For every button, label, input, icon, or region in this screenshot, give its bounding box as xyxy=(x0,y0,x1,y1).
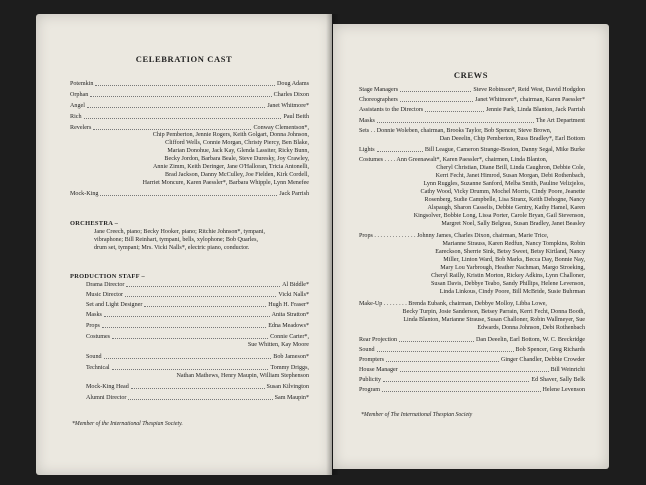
crew-row: Sound Bob Spencer, Greg Richards xyxy=(359,347,585,353)
makeup-line: Becky Turpin, Josie Sanderson, Betsey Parrain, Kerri Fecht, Donna Booth, xyxy=(402,309,585,315)
revelers-line: Clifford Wells, Connie Morgan, Christy Piercy, Ben Blake, xyxy=(165,140,309,146)
costumes-crew-line: Cheryl Christian, Diane Brill, Linda Caughron, Debbie Cole, xyxy=(436,165,585,171)
crews-title: CREWS xyxy=(453,70,489,80)
sets-line: Dan Deeelin, Chip Pemberton, Russ Bradley*, Earl Bottom xyxy=(439,136,585,142)
costumes-crew-line: Alspaugh, Sharon Casselis, Debbie Gentry, Kathy Hamel, Karen xyxy=(427,205,585,211)
crew-row: Program Helene Levenson xyxy=(359,387,585,393)
makeup-line: Make-Up . . . . . . . . Brenda Eubank, chairman, Debbye Molloy, Libba Lowe, xyxy=(359,301,547,307)
technical-staff-line: Nathan Mathews, Henry Maupin, William Stephenson xyxy=(176,373,309,379)
revelers-line: Becky Jordon, Barbara Beale, Steve Duresky, Joy Crawley, xyxy=(164,156,309,162)
costumes-crew-line: Lynn Ruggles, Suzanne Sanford, Melba Smith, Pauline Velizjelos, xyxy=(423,181,585,187)
cast-row: Revelers Conway Clementson*, xyxy=(70,125,309,131)
crew-row-lights: Lights Bill League, Cameron Strange-Boston, Danny Segal, Mike Burke xyxy=(359,147,585,153)
staff-row: Set and Light Designer Hugh H. Fraser* xyxy=(86,302,309,308)
props-line: Cheryl Railly, Kristin Morton, Rickey Adkins, Lynn Challoner, xyxy=(431,273,585,279)
cast-row-mock-king: Mock-King Jack Parrish xyxy=(70,191,309,197)
sets-line: Sets . . Donnie Woleben, chairman, Brooks Taylor, Bob Spencer, Steve Brown, xyxy=(359,128,552,134)
costumes-crew-line: Cathy Wood, Vicky Drumm, Mochel Morris, Cindy Poore, Jeanette xyxy=(420,189,585,195)
revelers-line: Chip Pemberton, Jennie Rogers, Keith Golgart, Donna Johnson, xyxy=(152,132,309,138)
costumes-crew-line: Kerri Fecht, Janet Himrod, Susan Morgan, Debi Rothenbach, xyxy=(435,173,585,179)
revelers-line: Annie Zimm, Keith Deringer, Jane O'Halloran, Tricia Antonelli, xyxy=(152,164,309,170)
crew-row: Rear Projection Dan Deeelin, Earl Bottom, W. C. Breckridge xyxy=(359,337,585,343)
orchestra-line: vibraphone; Bill Reinhart, tympani, bells, xylophone; Bob Quarles, xyxy=(94,237,258,243)
props-line: Linda Linkous, Cindy Poore, Bill McBride, Susie Buhrman xyxy=(439,289,585,295)
props-line: Props . . . . . . . . . . . . . . Johnny James, Charles Dixon, chairman, Marie Trice, xyxy=(359,233,549,239)
crew-row: House Manager Bill Weinrichi xyxy=(359,367,585,373)
costumes-crew-line: Margret Noel, Sally Belgrau, Susan Bradley, Janet Beasley xyxy=(441,221,585,227)
costumes-staff-line: Sue Whitten, Kay Moore xyxy=(247,342,309,348)
orchestra-line: Jane Creech, piano; Becky Hooker, piano; Ritchie Johnson*, tympani, xyxy=(94,229,266,235)
orchestra-heading: ORCHESTRA – xyxy=(70,220,119,227)
staff-row: Drama Director Al Biddle* xyxy=(86,282,309,288)
props-line: Susan Davis, Debbye Teabo, Sandy Phillips, Helene Levenson, xyxy=(431,281,585,287)
right-footnote: *Member of The International Thespian Society xyxy=(361,412,473,418)
crew-row: Assistants to the Directors Jennie Park, Linda Blanton, Jack Parrish xyxy=(359,107,585,113)
left-page xyxy=(36,14,332,475)
cast-row: Potemkin Doug Adams xyxy=(70,81,309,87)
costumes-crew-line: Kingsolver, Bobbie Long, Lissa Porter, Carole Bryan, Gail Stevenson, xyxy=(413,213,585,219)
cast-title: CELEBRATION CAST xyxy=(135,54,233,64)
revelers-line: Brad Jackson, Danny McCulley, Joe Fielden, Kirk Cordell, xyxy=(165,172,309,178)
staff-row-technical: Technical Tommy Driggs, xyxy=(86,365,309,371)
staff-row-sound: Sound Bob Jameson* xyxy=(86,354,309,360)
orchestra-line: drum set, tympani; Mrs. Vicki Nalls*, electric piano, conductor. xyxy=(94,245,250,251)
props-line: Marianne Strauss, Karen Redfun, Nancy Tompkins, Robin xyxy=(442,241,585,247)
crew-row: Stage Managers Steve Robinson*, Reid West, David Hodgdon xyxy=(359,87,585,93)
left-footnote: *Member of the International Thespian Society. xyxy=(72,421,183,427)
props-line: Eareckson, Sherrie Sink, Betsy Sweet, Betsy Kirtland, Nancy xyxy=(435,249,585,255)
staff-row: Music Director Vicki Nalls* xyxy=(86,292,309,298)
staff-row: Alumni Director Sam Maupin* xyxy=(86,395,309,401)
revelers-line: Harriet Moncure, Karen Paessler*, Barbara Whipple, Lynn Menefee xyxy=(142,180,309,186)
cast-row: Rich Paul Beith xyxy=(70,114,309,120)
makeup-line: Edwards, Donna Johnson, Debi Rothenbach xyxy=(477,325,585,331)
costumes-crew-line: Rosenberg, Sudie Campbelle, Lisa Stranz, Keith Dehogne, Nancy xyxy=(424,197,585,203)
props-line: Miller, Linton Ward, Bob Marks, Becca Day, Bonnie Nay, xyxy=(443,257,585,263)
crew-row: Prompters Ginger Chandler, Debbie Crowder xyxy=(359,357,585,363)
makeup-line: Linda Blanton, Marianne Strause, Susan Challoner, Robin Wallmeyer, Sue xyxy=(403,317,585,323)
staff-row: Costumes Connie Carter*, xyxy=(86,334,309,340)
cast-row: Angel Janet Whitmore* xyxy=(70,103,309,109)
production-staff-heading: PRODUCTION STAFF – xyxy=(70,273,145,280)
crew-row: Masks The Art Department xyxy=(359,118,585,124)
staff-row: Masks Anita Stratton* xyxy=(86,312,309,318)
costumes-crew-line: Costumes . . . . Ann Greenawalt*, Karen Paessler*, chairmen, Linda Blanton, xyxy=(359,157,548,163)
staff-row: Props Edna Meadows* xyxy=(86,323,309,329)
props-line: Mary Lou Yarbrough, Heather Nachman, Margo Stroeking, xyxy=(440,265,585,271)
crew-row: Choreographers Janet Whitmore*, chairman, Karen Paessler* xyxy=(359,97,585,103)
right-page xyxy=(333,24,609,469)
cast-row: Orphan Charles Dixon xyxy=(70,92,309,98)
crew-row: Publicity Ed Shaver, Sally Belk xyxy=(359,377,585,383)
staff-row: Mock-King Head Susan Kilvington xyxy=(86,384,309,390)
revelers-line: Marian Donohue, Jack Kay, Glenda Lassiter, Ricky Bunn, xyxy=(167,148,309,154)
